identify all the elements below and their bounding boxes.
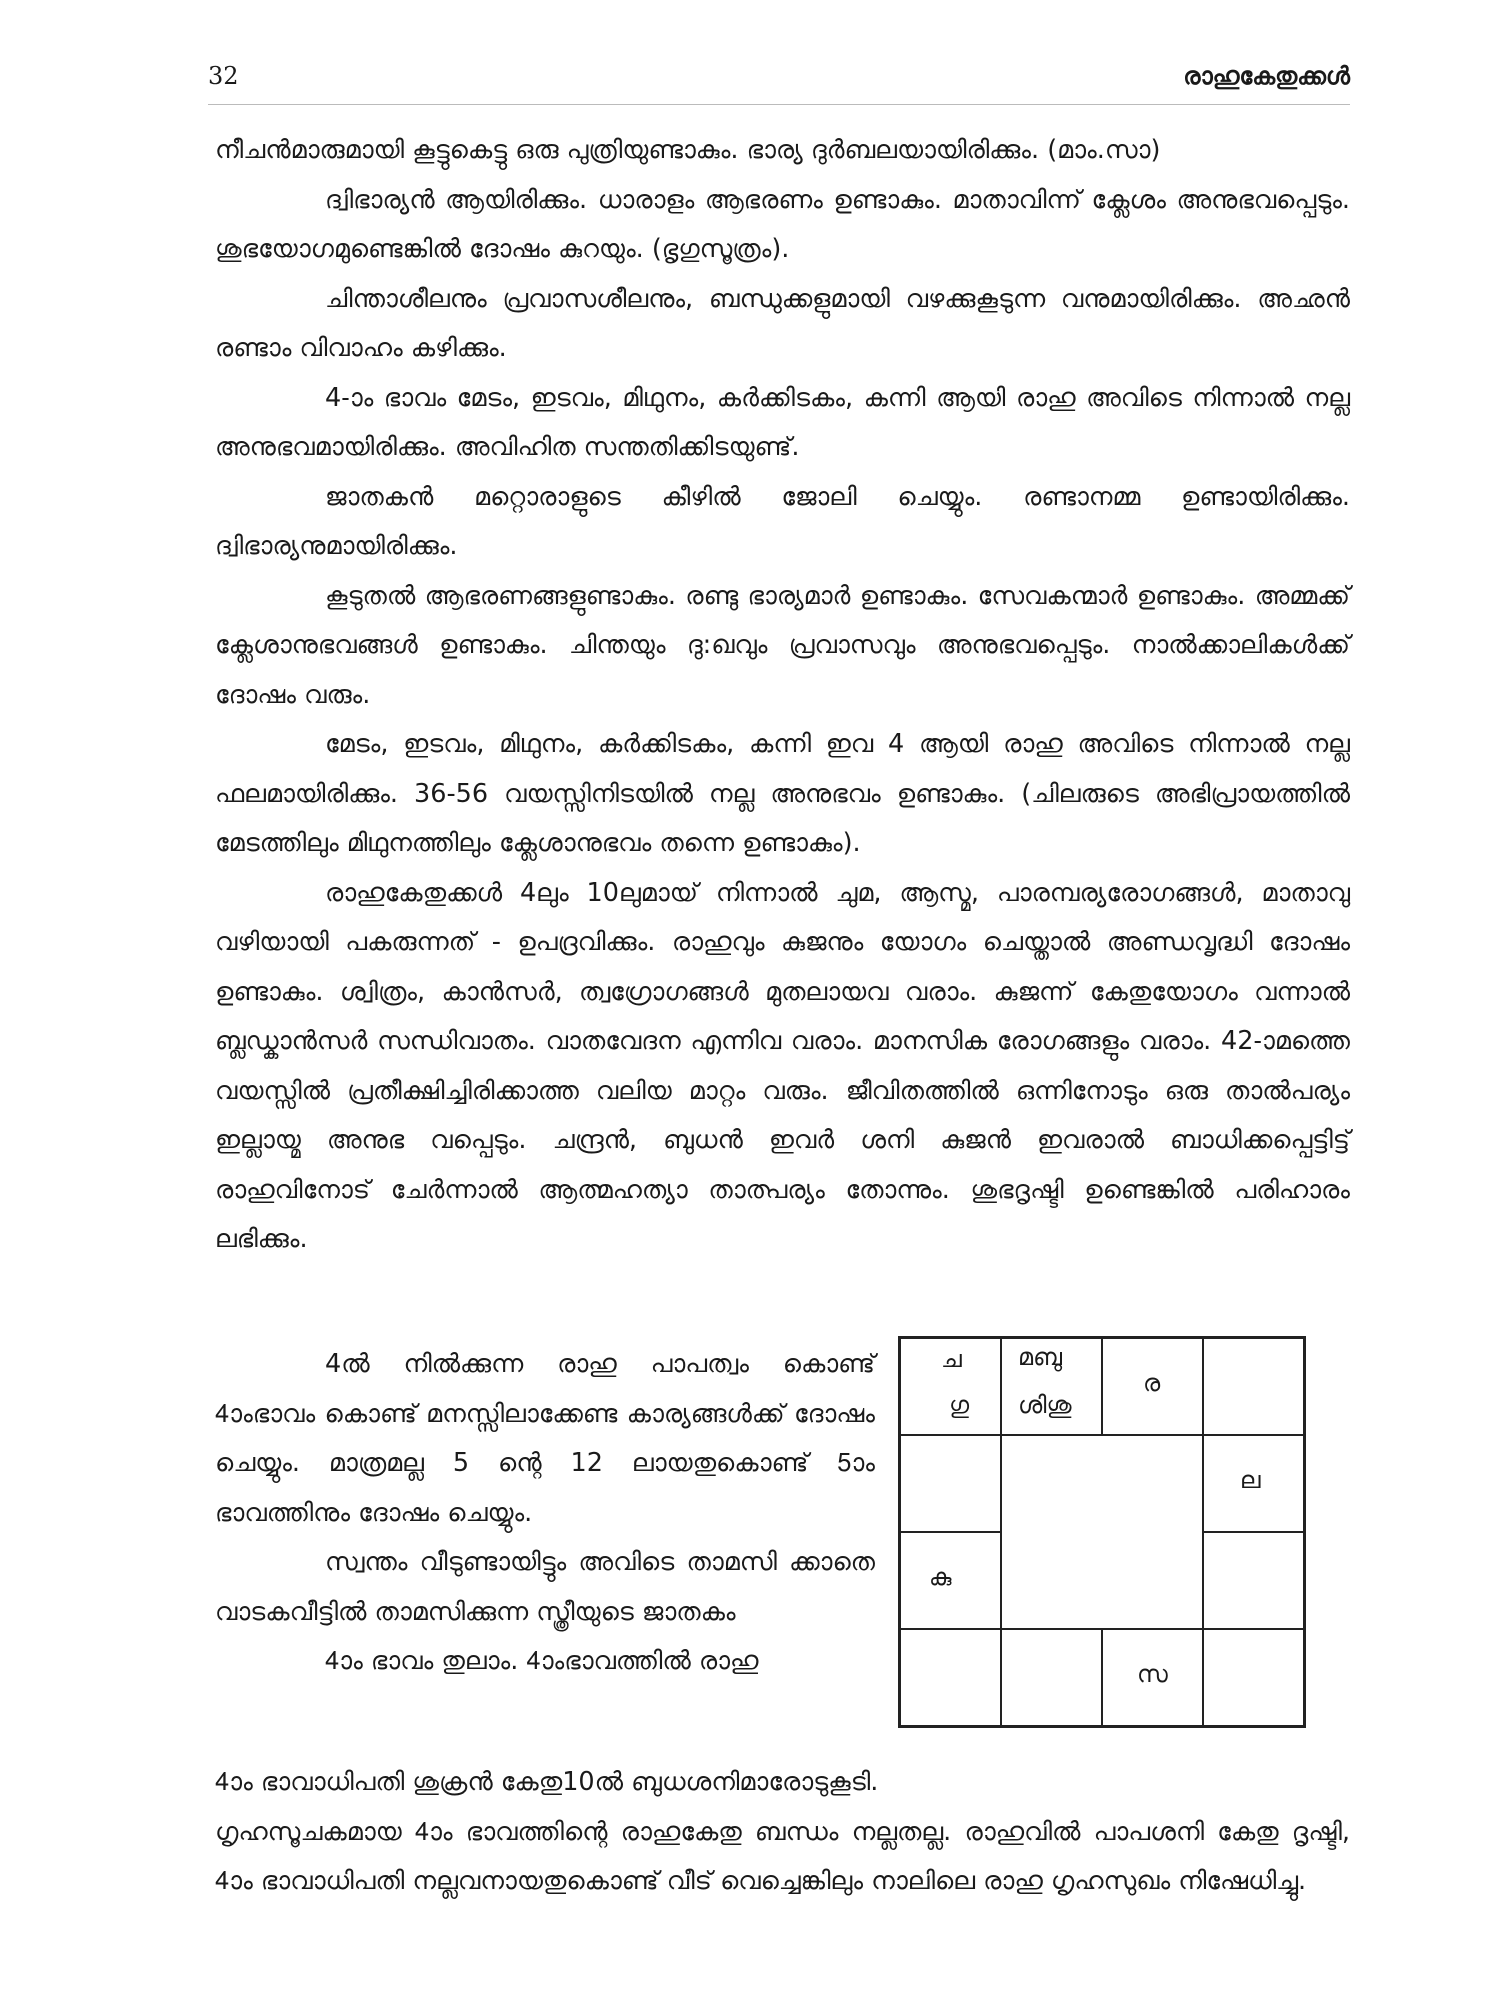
chart-cell-r4c3 <box>1102 1629 1203 1726</box>
chart-cell-r1c3 <box>1102 1338 1203 1435</box>
page-number: 32 <box>208 62 239 90</box>
chart-label-gu: ഗു <box>949 1391 970 1419</box>
chart-cell-r2c1 <box>900 1435 1001 1532</box>
chart-label-ra: ര <box>1143 1369 1161 1397</box>
chart-label-la: ല <box>1240 1466 1261 1494</box>
chart-cell-r3c1 <box>900 1532 1001 1629</box>
lower-paragraph-1: 4ാം ഭാവാധിപതി ശുക്രൻ കേതു10ൽ ബുധശനിമാരോടുകൂടി. <box>215 1767 879 1797</box>
paragraph-2: ദ്വിഭാര്യൻ ആയിരിക്കും. ധാരാളം ആഭരണം ഉണ്ടാകും. മാതാവിന്ന് ക്ലേശം അനുഭവപ്പെടും. ശുഭയോഗമുണ്ടെങ്കിൽ ദോഷം കുറയും. (ഭൃഗുസൂത്രം). <box>215 184 1350 264</box>
paragraph-6: കൂടുതൽ ആഭരണങ്ങളുണ്ടാകും. രണ്ടു ഭാര്യമാർ ഉണ്ടാകും. സേവകന്മാർ ഉണ്ടാകും. അമ്മക്ക് ക്ലേശാനുഭവങ്ങൾ ഉണ്ടാകും. ചിന്തയും ദു:ഖവും പ്രവാസവും അനുഭവപ്പെടും. നാൽക്കാലികൾക്ക് ദോഷം വരും. <box>215 580 1350 710</box>
side-text-block <box>215 1340 875 1687</box>
paragraph-5: ജാതകൻ മറ്റൊരാളുടെ കീഴിൽ ജോലി ചെയ്യും. രണ്ടാനമ്മ ഉണ്ടായിരിക്കും. ദ്വിഭാര്യനുമായിരിക്കും. <box>215 481 1350 561</box>
running-title: രാഹുകേതുക്കൾ <box>1183 62 1350 90</box>
chart-label-mabu: മബു <box>1018 1343 1062 1371</box>
paragraph-8: രാഹുകേതുക്കൾ 4ലും 10ലുമായ് നിന്നാൽ ചുമ, ആസ്മ, പാരമ്പര്യരോഗങ്ങൾ, മാതാവു വഴിയായി പകരുന്നത് - ഉപദ്രവിക്കും. രാഹുവും കുജനും യോഗം ചെയ്താൽ അണ്ഡവൃദ്ധി ദോഷം ഉണ്ടാകും. ശ്വിത്രം, കാൻസർ, ത്വഗ്രോഗങ്ങൾ മുതലായവ വരാം. കുജന്ന് കേതുയോഗം വന്നാൽ ബ്ലഡ്കാൻസർ സന്ധിവാതം. വാതവേദന എന്നിവ വരാം. മാനസിക രോഗങ്ങളും വരാം. 42-ാമത്തെ വയസ്സിൽ പ്രതീക്ഷിച്ചിരിക്കാത്ത വലിയ മാറ്റം വരും. ജീവിതത്തിൽ ഒന്നിനോടും ഒരു താൽപര്യം ഇല്ലായ്മ അനുഭ വപ്പെടും. ചന്ദ്രൻ, ബുധൻ ഇവർ ശനി കുജൻ ഇവരാൽ ബാധിക്കപ്പെട്ടിട്ട് രാഹുവിനോട് ചേർന്നാൽ ആത്മഹത്യാ താത്പര്യം തോന്നും. ശുഭദൃഷ്ടി ഉണ്ടെങ്കിൽ പരിഹാരം ലഭിക്കും. <box>215 877 1350 1254</box>
chart-cell-r4c4 <box>1203 1629 1304 1726</box>
chart-cell-r4c1 <box>900 1629 1001 1726</box>
chart-cell-r1c2 <box>1001 1338 1102 1435</box>
chart-label-cha: ച <box>941 1345 962 1373</box>
paragraph-4: 4-ാം ഭാവം മേടം, ഇടവം, മിഥുനം, കർക്കിടകം, കന്നി ആയി രാഹു അവിടെ നിന്നാൽ നല്ല അനുഭവമായിരിക്കും. അവിഹിത സന്തതിക്കിടയുണ്ട്. <box>215 382 1350 462</box>
paragraph-1: നീചൻമാരുമായി കൂട്ടുകെട്ടു ഒരു പുത്രിയുണ്ടാകും. ഭാര്യ ദുർബലയായിരിക്കും. (മാം.സാ) <box>215 135 1161 165</box>
side-paragraph-1: 4ൽ നിൽക്കുന്ന രാഹു പാപത്വം കൊണ്ട് 4ാംഭാവം കൊണ്ട് മനസ്സിലാക്കേണ്ട കാര്യങ്ങൾക്ക് ദോഷം ചെയ്യും. മാത്രമല്ല 5 ന്റെ 12 ലായതുകൊണ്ട് 5ാം ഭാവത്തിനും ദോഷം ചെയ്യും. <box>215 1349 875 1528</box>
lower-paragraph-2: ഗൃഹസൂചകമായ 4ാം ഭാവത്തിന്റെ രാഹുകേതു ബന്ധം നല്ലതല്ല. രാഹുവിൽ പാപശനി കേതു ദൃഷ്ടി, 4ാം ഭാവാധിപതി നല്ലവനായതുകൊണ്ട് വീട് വെച്ചെങ്കിലും നാലിലെ രാഹു ഗൃഹസുഖം നിഷേധിച്ചു. <box>215 1816 1350 1896</box>
chart-label-shishu: ശിശു <box>1018 1391 1072 1419</box>
side-paragraph-3: 4ാം ഭാവം തുലാം. 4ാംഭാവത്തിൽ രാഹു <box>325 1646 759 1676</box>
chart-cell-r1c1 <box>900 1338 1001 1435</box>
horoscope-chart <box>898 1336 1306 1728</box>
side-paragraph-2: സ്വന്തം വീടുണ്ടായിട്ടും അവിടെ താമസി ക്കാതെ വാടകവീട്ടിൽ താമസിക്കുന്ന സ്ത്രീയുടെ ജാതകം <box>215 1547 875 1627</box>
chart-cell-r4c2 <box>1001 1629 1102 1726</box>
chart-label-ku: കു <box>929 1563 952 1591</box>
chart-center <box>1001 1435 1203 1629</box>
lower-text-block <box>215 1758 1350 1907</box>
header-rule <box>208 104 1350 105</box>
chart-cell-r1c4 <box>1203 1338 1304 1435</box>
main-text-block <box>215 126 1350 1265</box>
paragraph-3: ചിന്താശീലനും പ്രവാസശീലനും, ബന്ധുക്കളുമായി വഴക്കുകൂടുന്ന വനുമായിരിക്കും. അഛൻ രണ്ടാം വിവാഹം കഴിക്കും. <box>215 283 1350 363</box>
chart-label-sa: സ <box>1137 1660 1168 1688</box>
chart-cell-r2c4 <box>1203 1435 1304 1532</box>
paragraph-7: മേടം, ഇടവം, മിഥുനം, കർക്കിടകം, കന്നി ഇവ 4 ആയി രാഹു അവിടെ നിന്നാൽ നല്ല ഫലമായിരിക്കും. 36-56 വയസ്സിനിടയിൽ നല്ല അനുഭവം ഉണ്ടാകും. (ചിലരുടെ അഭിപ്രായത്തിൽ മേടത്തിലും മിഥുനത്തിലും ക്ലേശാനുഭവം തന്നെ ഉണ്ടാകും). <box>215 729 1350 858</box>
chart-cell-r3c4 <box>1203 1532 1304 1629</box>
